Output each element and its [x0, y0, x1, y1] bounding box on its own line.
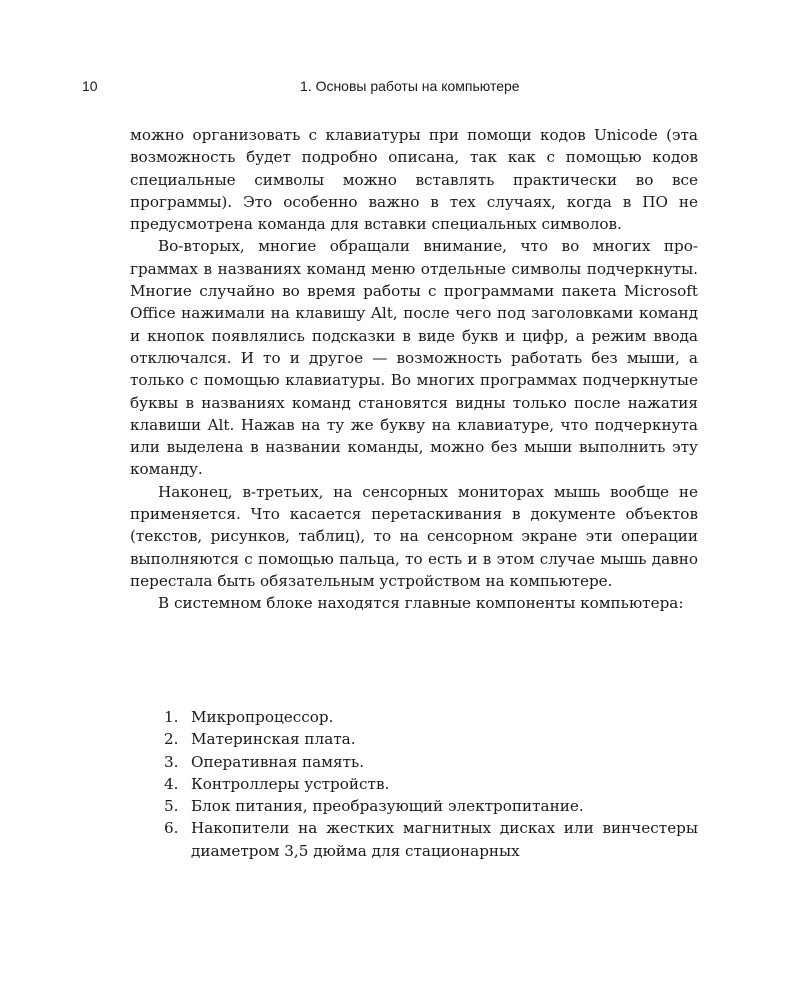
- list-item-number: 6.: [164, 819, 179, 838]
- list-item-text: Блок питания, преобразующий электропитание.: [191, 797, 584, 816]
- list-item: [164, 773, 698, 795]
- list-item-number: 3.: [164, 752, 179, 771]
- list-item: [164, 728, 698, 750]
- running-title: 1. Основы работы на компьютере: [300, 78, 520, 94]
- page-header: [0, 78, 800, 98]
- paragraph-2: Во-вторых, многие обращали внимание, что во многих программах в названиях команд меню отдельные символы подчеркнуты. Многие случайно во время работы с программами пакета Microsoft Office нажимали на клавишу Alt, после чего под заголовками команд и кнопок появлялись подсказки в виде букв и цифр, а режим ввода отключался. И то и другое — возможность работать без мыши, а только с помощью клавиатуры. Во многих программах подчеркнутые буквы в названиях команд становятся видны только после нажатия клавиши Alt. Нажав на ту же букву на клавиатуре, что подчеркнута или выделена в названии команды, можно без мыши выполнить эту команду.: [130, 237, 698, 479]
- list-item-number: 2.: [164, 730, 179, 749]
- paragraph-3: Наконец, в-третьих, на сенсорных мониторах мышь вообще не применяется. Что касается перетаскивания в документе объектов (текстов, рисунков, таблиц), то на сенсорном экране эти операции выполняются с помощью пальца, то есть и в этом случае мышь давно перестала быть обязательным устройством на компьютере.: [130, 482, 698, 590]
- paragraph-1: можно организовать с клавиатуры при помощи кодов Unicode (эта возможность будет подробно описана, так как с помощью кодов специальные символы можно вставлять практически во все программы). Это особенно важно в тех случаях, когда в ПО не предусмотрена команда для вставки специальных символов.: [130, 126, 698, 234]
- list-item-number: 4.: [164, 774, 179, 793]
- list-item-text: Материнская плата.: [191, 730, 356, 749]
- list-item: [164, 795, 698, 817]
- list-item: [164, 751, 698, 773]
- page-number: 10: [82, 78, 98, 94]
- list-item-text: Оперативная память.: [191, 752, 365, 771]
- list-item-text: Накопители на жестких магнитных дисках или винчестеры диаметром 3,5 дюйма для стационарных: [191, 819, 698, 860]
- body-text: [130, 124, 698, 615]
- list-item-number: 1.: [164, 708, 179, 726]
- list-item-text: Микропроцессор.: [191, 708, 334, 726]
- components-list: [164, 706, 698, 862]
- list-item-text: Контроллеры устройств.: [191, 774, 390, 793]
- list-item: [164, 706, 698, 728]
- list-item: [164, 817, 698, 862]
- paragraph-4: В системном блоке находятся главные компоненты компьютера:: [158, 594, 684, 613]
- list-item-number: 5.: [164, 797, 179, 816]
